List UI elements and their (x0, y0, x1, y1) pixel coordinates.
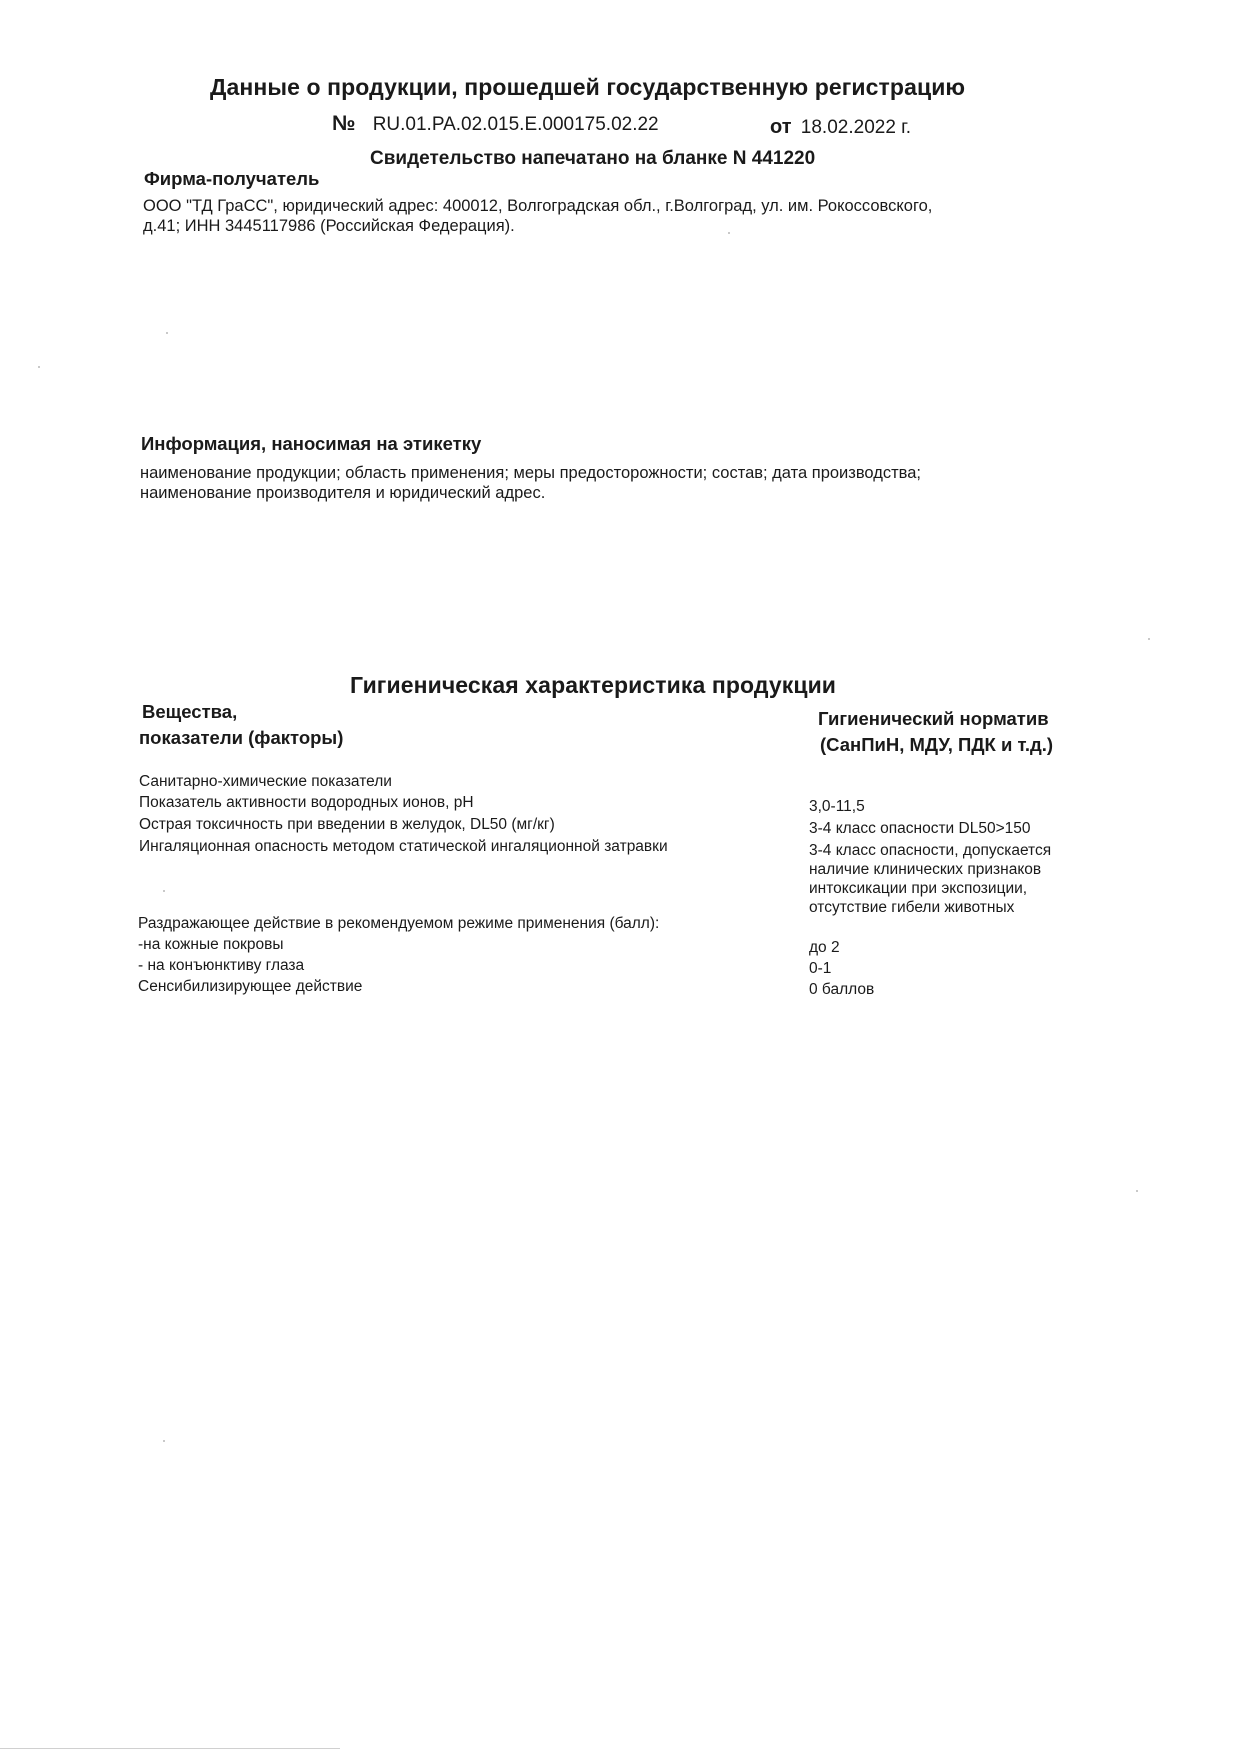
norm-inhalation-line2: наличие клинических признаков (809, 861, 1042, 878)
indicator-sanitary-chemical: Санитарно-химические показатели (139, 773, 392, 790)
scan-speck (163, 890, 165, 892)
date-label: от (770, 116, 792, 138)
label-info-heading: Информация, наносимая на этикетку (141, 433, 482, 454)
label-info-line2: наименование производителя и юридический адрес. (140, 484, 546, 502)
scan-speck (728, 232, 730, 234)
scan-speck (166, 332, 168, 334)
registration-date-block (770, 116, 911, 139)
indicator-ph: Показатель активности водородных ионов, pH (139, 794, 474, 811)
label-info-line1: наименование продукции; область применения; меры предосторожности; состав; дата производства; (140, 464, 921, 482)
norm-eye-conjunctiva: 0-1 (809, 960, 832, 977)
indicator-sensitizing: Сенсибилизирующее действие (138, 978, 363, 995)
indicator-skin: -на кожные покровы (138, 936, 284, 953)
norm-sensitizing: 0 баллов (809, 981, 875, 998)
document-title: Данные о продукции, прошедшей государственную регистрацию (210, 74, 966, 100)
blank-note: Свидетельство напечатано на бланке N 441220 (370, 148, 816, 169)
scan-speck (1136, 1190, 1138, 1192)
recipient-address-line1: ООО "ТД ГраСС", юридический адрес: 400012, Волгоградская обл., г.Волгоград, ул. им. Рокоссовского, (143, 197, 933, 215)
norm-inhalation-line1: 3-4 класс опасности, допускается (809, 842, 1052, 859)
norm-acute-toxicity: 3-4 класс опасности DL50>150 (809, 820, 1031, 837)
number-label: № (332, 112, 356, 135)
indicator-inhalation-hazard: Ингаляционная опасность методом статической ингаляционной затравки (139, 838, 668, 855)
indicator-eye-conjunctiva: - на конъюнктиву глаза (138, 957, 305, 974)
indicator-irritation: Раздражающее действие в рекомендуемом режиме применения (балл): (138, 915, 660, 932)
scan-speck (163, 1440, 165, 1442)
norm-column-header-line2: (СанПиН, МДУ, ПДК и т.д.) (820, 734, 1054, 755)
recipient-heading: Фирма-получатель (144, 168, 320, 189)
scan-speck (1148, 638, 1150, 640)
indicators-column-header-line1: Вещества, (142, 701, 238, 722)
norm-skin: до 2 (809, 939, 840, 956)
norm-inhalation-line3: интоксикации при экспозиции, (809, 880, 1028, 897)
recipient-address-line2: д.41; ИНН 3445117986 (Российская Федерация). (143, 217, 515, 235)
norm-column-header-line1: Гигиенический норматив (818, 708, 1049, 729)
indicators-column-header-line2: показатели (факторы) (139, 727, 344, 748)
indicator-acute-toxicity: Острая токсичность при введении в желудок, DL50 (мг/кг) (139, 816, 555, 833)
norm-inhalation-line4: отсутствие гибели животных (809, 899, 1015, 916)
hygiene-heading: Гигиеническая характеристика продукции (350, 672, 837, 698)
registration-number: RU.01.PA.02.015.E.000175.02.22 (372, 114, 659, 135)
norm-ph: 3,0-11,5 (809, 798, 865, 815)
registration-number-block (332, 112, 659, 136)
registration-date: 18.02.2022 г. (800, 117, 912, 138)
scan-edge-line (0, 1748, 340, 1749)
scan-speck (38, 366, 40, 368)
